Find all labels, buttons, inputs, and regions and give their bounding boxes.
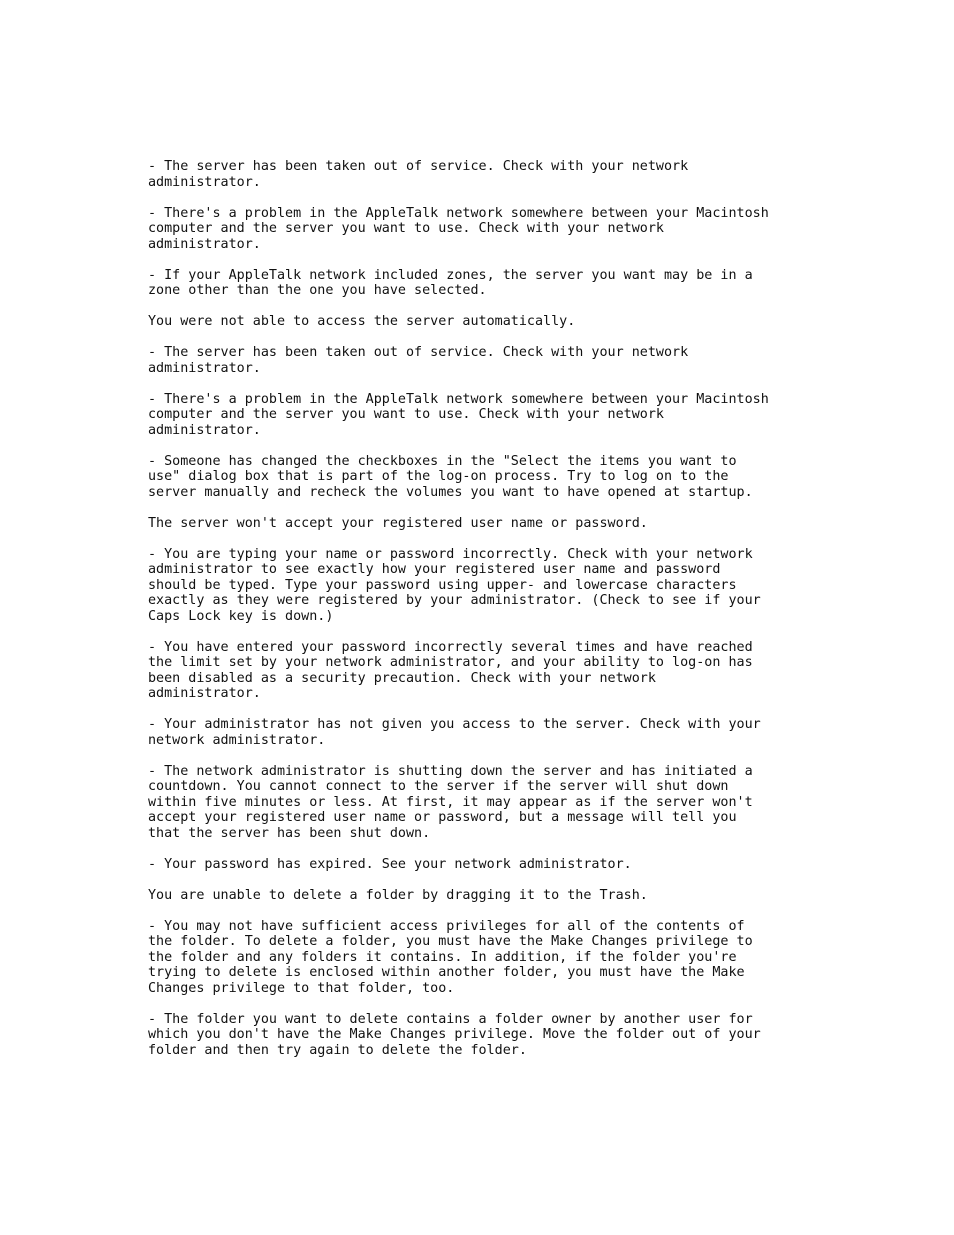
paragraph: The server won't accept your registered user name or password.: [148, 515, 648, 531]
paragraph: - There's a problem in the AppleTalk network somewhere between your Macintosh computer and the server you want to use. Check with your network administrator.: [148, 391, 769, 438]
paragraph: - There's a problem in the AppleTalk network somewhere between your Macintosh computer and the server you want to use. Check with your network administrator.: [148, 205, 769, 252]
document-page: [148, 159, 828, 1074]
paragraph: - The folder you want to delete contains a folder owner by another user for which you don't have the Make Changes privilege. Move the folder out of your folder and then try again to delete the folder.: [148, 1011, 761, 1058]
paragraph: - The server has been taken out of service. Check with your network administrator.: [148, 159, 689, 190]
paragraph: - Your password has expired. See your network administrator.: [148, 856, 632, 872]
paragraph: You were not able to access the server automatically.: [148, 314, 576, 329]
paragraph: - You have entered your password incorrectly several times and have reached the limit set by your network administrator, and your ability to log-on has been disabled as a security precaution. Check with your network administrator.: [148, 639, 753, 701]
paragraph: - The network administrator is shutting down the server and has initiated a countdown. You cannot connect to the server if the server will shut down within five minutes or less. At first, it may appear as if the server won't accept your registered user name or password, but a message will tell you that the server has been shut down.: [148, 763, 753, 841]
paragraph: - Someone has changed the checkboxes in the "Select the items you want to use" dialog box that is part of the log-on process. Try to log on to the server manually and recheck the volumes you want to have opened at startup.: [148, 453, 753, 500]
paragraph: - You may not have sufficient access privileges for all of the contents of the folder. To delete a folder, you must have the Make Changes privilege to the folder and any folders it contains. In addition, if the folder you're trying to delete is enclosed within another folder, you must have the Make Changes privilege to that folder, too.: [148, 918, 753, 996]
paragraph: - Your administrator has not given you access to the server. Check with your network administrator.: [148, 717, 761, 748]
paragraph: - The server has been taken out of service. Check with your network administrator.: [148, 345, 689, 376]
paragraph: - You are typing your name or password incorrectly. Check with your network administrator to see exactly how your registered user name and password should be typed. Type your password using upper- and lowercase characters exactly as they were registered by your administrator. (Check to see if your Caps Lock key is down.): [148, 546, 761, 624]
paragraph: You are unable to delete a folder by dragging it to the Trash.: [148, 887, 648, 903]
paragraph: - If your AppleTalk network included zones, the server you want may be in a zone other than the one you have selected.: [148, 267, 753, 298]
